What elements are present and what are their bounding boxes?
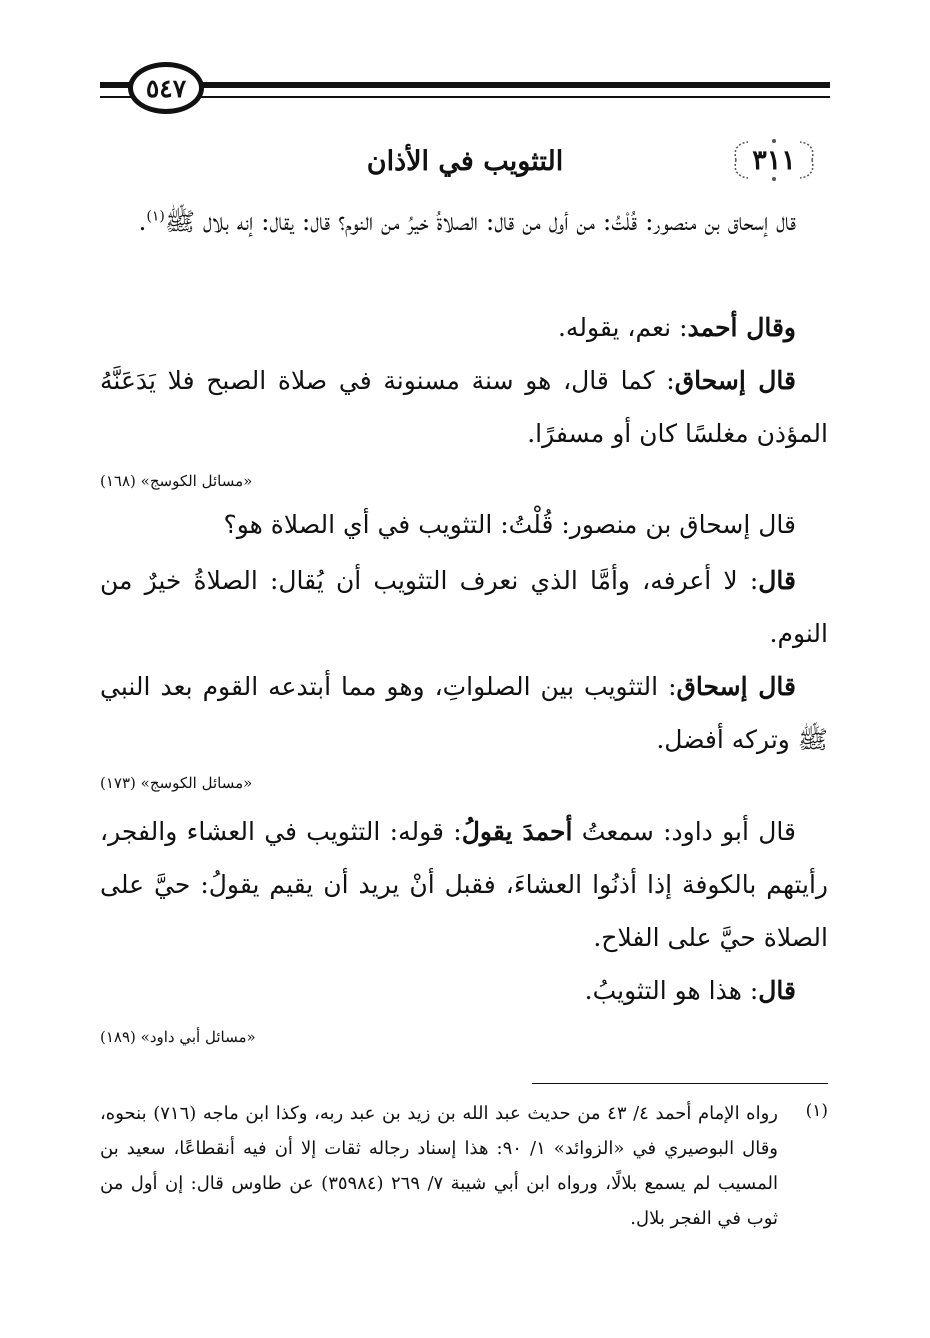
footnote-text-1: رواه الإمام أحمد ٤/ ٤٣ من حديث عبد الله بن زيد بن عبد ربه، وكذا ابن ماجه (٧١٦) بنحوه، وقال البوصيري في «الزوائد» ١/ ٩٠: هذا إسناد رجاله ثقات إلا أن فيه أنقطاعًا، سعيد بن المسيب لم يسمع بلالًا، ورواه ابن أبي شيبة ٧/ ٢٦٩ (٣٥٩٨٤) عن طاوس قال: إن أول من ثوب في الفجر بلال. <box>100 1103 779 1229</box>
page-number: ٥٤٧ <box>145 73 187 103</box>
paragraph-7-text: : قوله: التثويب في العشاء والفجر، رأيتهم بالكوفة إذا أذنُوا العشاءَ، فقبل أنْ يريد أن يقيم يقولُ: حيَّ على الصلاة حيَّ على الفلاح. <box>100 817 828 952</box>
source-citation-2: «مسائل الكوسج» (١٧٣) <box>100 774 253 792</box>
entry-number: ٣١١ <box>752 144 796 176</box>
chapter-title: التثويب في الأذان <box>366 146 564 177</box>
paragraph-5-text: : لا أعرفه، وأمَّا الذي نعرف التثويب أن يُقال: الصلاةُ خيرٌ من النوم. <box>100 566 828 648</box>
paragraph-4-text: قال إسحاق بن منصور: قُلْتُ: التثويب في أي الصلاة هو؟ <box>223 510 796 539</box>
page-number-badge <box>128 62 204 114</box>
footnote-separator <box>532 1083 828 1084</box>
speaker-qala: قال <box>758 566 796 595</box>
header-rule-thin <box>100 96 830 98</box>
paragraph-3 <box>100 354 828 460</box>
speaker-qala-2: قال <box>758 976 796 1005</box>
paragraph-2 <box>100 301 828 354</box>
paragraph-6-text: : التثويب بين الصلواتِ، وهو مما أبتدعه القوم بعد النبي ﷺ وتركه أفضل. <box>100 672 828 754</box>
source-citation-3: «مسائل أبي داود» (١٨٩) <box>100 1028 256 1046</box>
speaker-ishaq: قال إسحاق <box>674 366 796 395</box>
paragraph-7 <box>100 805 828 964</box>
paragraph-2-text: : نعم، يقوله. <box>557 313 688 342</box>
speaker-ahmad: وقال أحمد <box>687 313 796 342</box>
speaker-ahmad-2: أحمدَ يقولُ <box>461 817 573 846</box>
paragraph-8 <box>100 964 828 1017</box>
paragraph-1-tail: . <box>138 207 147 236</box>
footnote-marker-1: (١) <box>805 1101 828 1121</box>
speaker-ishaq-2: قال إسحاق <box>676 672 797 701</box>
footnote-ref-1[interactable]: (١) <box>146 208 165 225</box>
paragraph-7-pre: قال أبو داود: سمعتُ <box>572 817 796 846</box>
paragraph-6 <box>100 660 828 766</box>
header-rule-thick <box>100 82 830 88</box>
paragraph-4 <box>100 498 828 551</box>
paragraph-3-text: : كما قال، هو سنة مسنونة في صلاة الصبح فلا يَدَعَنَّهُ المؤذن مغلسًا كان أو مسفرًا. <box>100 366 828 448</box>
paragraph-1-text: قال إسحاق بن منصور: قُلْتُ: من أول من قال: الصلاةُ خيرُ من النوم؟ قال: يقال: إنه بلال ﷺ <box>164 207 796 236</box>
paragraph-1 <box>100 195 828 248</box>
paragraph-8-text: : هذا هو التثويبُ. <box>584 976 759 1005</box>
paragraph-5 <box>100 554 828 660</box>
source-citation-1: «مسائل الكوسج» (١٦٨) <box>100 472 253 490</box>
